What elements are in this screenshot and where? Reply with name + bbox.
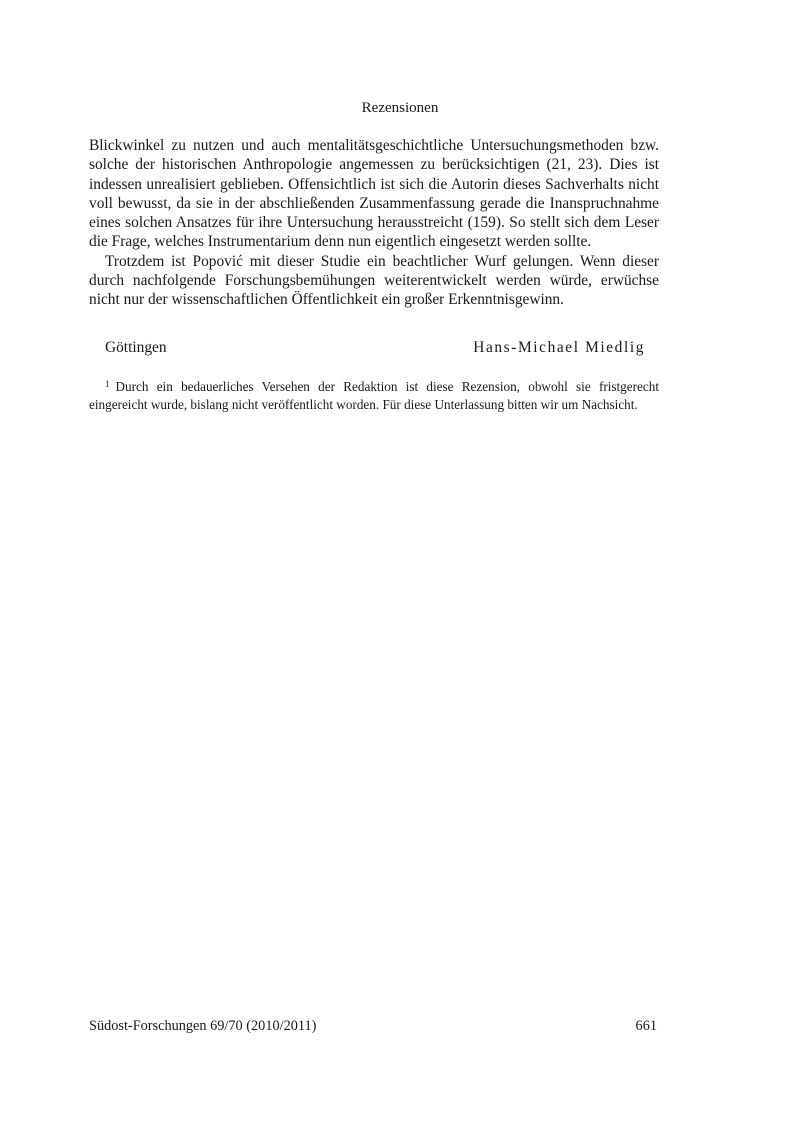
- signature-author: Hans-Michael Miedlig: [473, 339, 645, 356]
- signature-place: Göttingen: [105, 339, 167, 356]
- footnote-text: Durch ein bedauerliches Versehen der Redaktion ist diese Rezension, obwohl sie fristgerecht eingereicht wurde, bislang nicht veröffentlicht worden. Für diese Unterlassung bitten wir um Nachsicht.: [89, 379, 659, 412]
- page-footer: [89, 1018, 657, 1035]
- paragraph-continued: Blickwinkel zu nutzen und auch mentalitätsgeschichtliche Untersuchungsmethoden bzw. solche der historischen Anthropologie angemessen zu berücksichtigen (21, 23). Dies ist indessen unrealisiert geblieben. Offensichtlich ist sich die Autorin dieses Sachverhalts nicht voll bewusst, da sie in der abschließenden Zusammenfassung gerade die Inanspruchnahme eines solchen Ansatzes für ihre Untersuchung herausstreicht (159). So stellt sich dem Leser die Frage, welches Instrumentarium denn nun eigentlich eingesetzt werden sollte.: [89, 137, 659, 251]
- footnote-marker: 1: [105, 379, 110, 389]
- running-head: Rezensionen: [361, 100, 439, 116]
- footnote: [89, 376, 659, 413]
- paragraph-conclusion: Trotzdem ist Popović mit dieser Studie ein beachtlicher Wurf gelungen. Wenn dieser durch nachfolgende Forschungsbemühungen weiterentwickelt werden würde, erwüchse nicht nur der wissenschaftlichen Öffentlichkeit ein großer Erkenntnisgewinn.: [89, 252, 659, 309]
- page-number: 661: [635, 1018, 657, 1034]
- journal-citation: Südost-Forschungen 69/70 (2010/2011): [89, 1018, 317, 1034]
- body-text: [89, 136, 659, 310]
- signature: [105, 339, 645, 357]
